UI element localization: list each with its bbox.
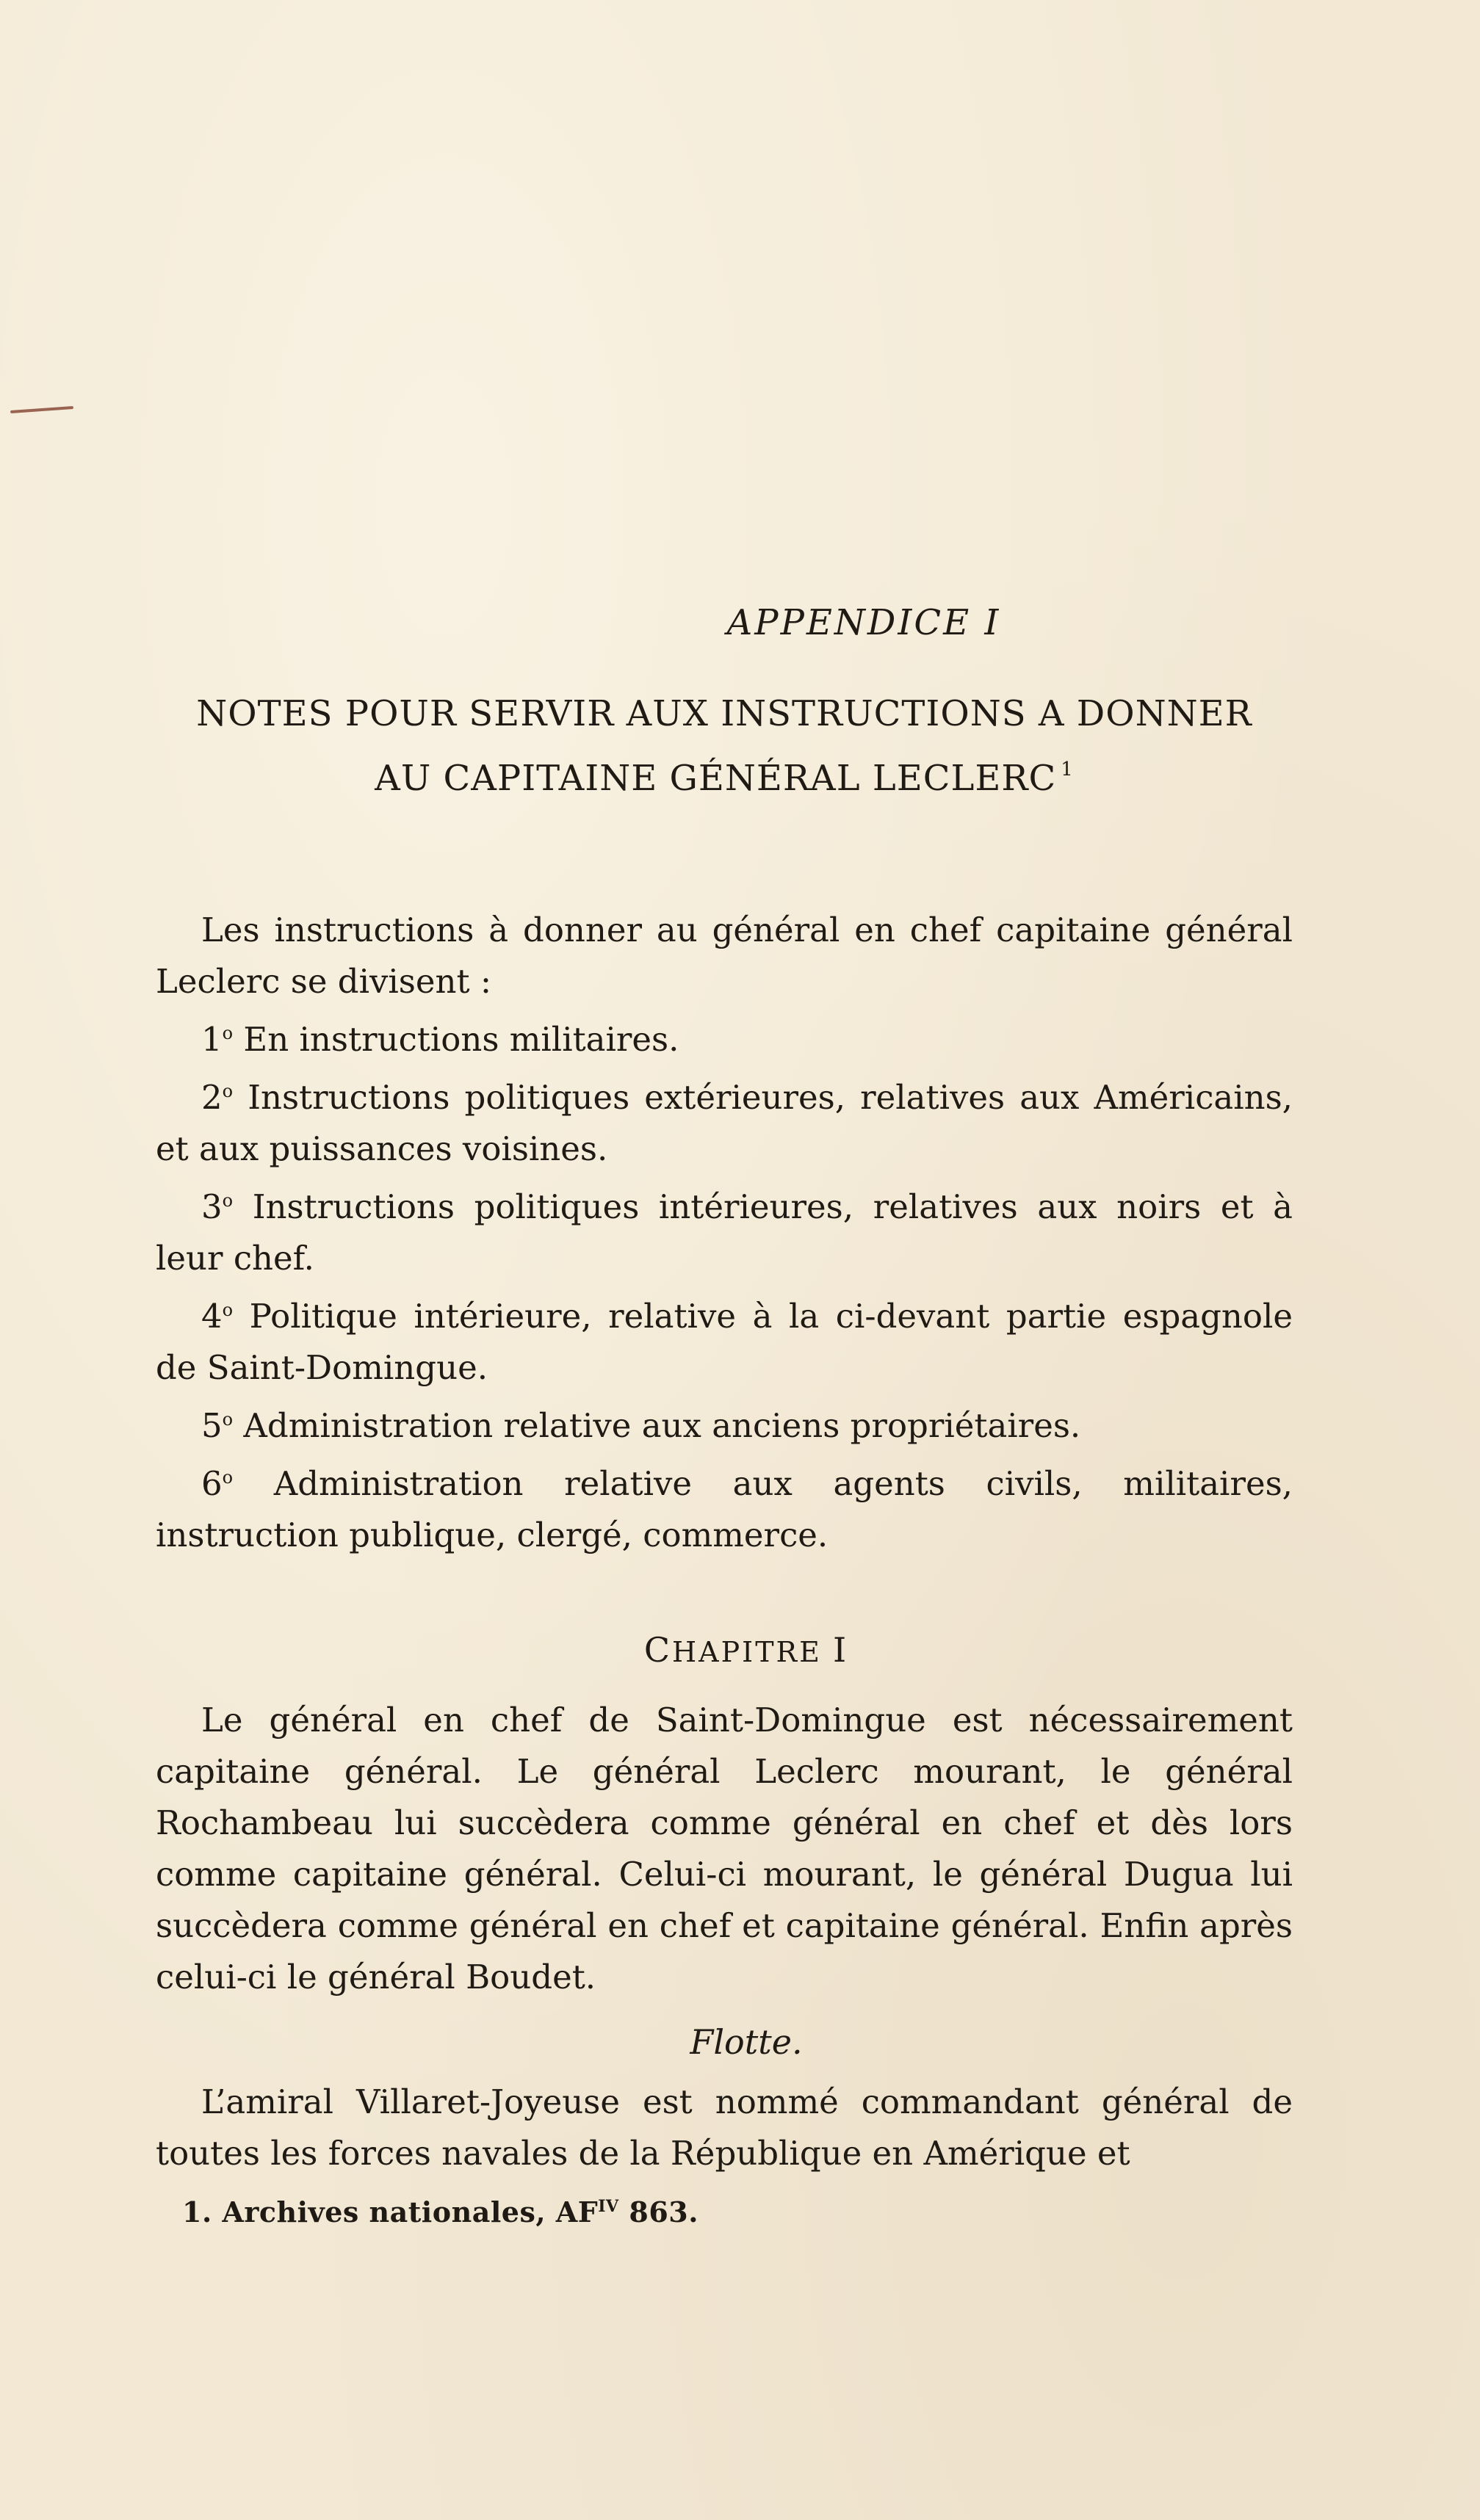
- footnote: [182, 2195, 699, 2228]
- footnote-text: Archives nationales, AF: [222, 2195, 599, 2228]
- chapter-heading-initial: C: [643, 1630, 673, 1670]
- section-heading-flotte: Flotte.: [690, 2022, 803, 2062]
- list-item-4: [156, 1284, 1293, 1394]
- chapter-numeral: I: [832, 1630, 849, 1670]
- list-item-1: [156, 1007, 1293, 1065]
- list-item-6: [156, 1452, 1293, 1561]
- title-line-1: NOTES POUR SERVIR AUX INSTRUCTIONS A DONNER: [196, 693, 1252, 734]
- document-title: [156, 686, 1293, 806]
- margin-pen-mark: [10, 406, 73, 413]
- item-text: En instructions militaires.: [243, 1020, 679, 1059]
- chapter-heading-rest: HAPITRE: [672, 1636, 822, 1668]
- chapter-heading: [156, 1630, 1293, 1670]
- chapter-paragraph: Le général en chef de Saint-Domingue est nécessairement capitaine général. Le général Leclerc mourant, le général Rochambeau lui succèdera comme général en chef et dès lors comme capitaine général. Celui-ci mourant, le général Dugua lui succèdera comme général en chef et capitaine général. Enfin après celui-ci le général Boudet.: [156, 1701, 1293, 1996]
- item-number: 5: [201, 1406, 223, 1445]
- list-item-5: [156, 1394, 1293, 1452]
- item-ordinal: o: [222, 1190, 234, 1211]
- footnote-ref: 863.: [629, 2195, 699, 2228]
- item-ordinal: o: [222, 1300, 234, 1320]
- item-text: Instructions politiques extérieures, relatives aux Américains, et aux puissances voisines.: [156, 1078, 1293, 1168]
- item-ordinal: o: [222, 1023, 234, 1043]
- item-number: 6: [201, 1464, 223, 1503]
- item-ordinal: o: [222, 1409, 234, 1430]
- intro-paragraph: Les instructions à donner au général en chef capitaine général Leclerc se divisent :: [156, 910, 1293, 1001]
- footnote-superscript: IV: [598, 2197, 619, 2216]
- item-number: 1: [201, 1020, 223, 1059]
- title-line-2: [156, 742, 1293, 806]
- item-number: 4: [201, 1297, 223, 1336]
- list-item-3: [156, 1175, 1293, 1284]
- item-text: Politique intérieure, relative à la ci-devant partie espagnole de Saint-Domingue.: [156, 1297, 1293, 1387]
- item-text: Instructions politiques intérieures, relatives aux noirs et à leur chef.: [156, 1187, 1293, 1278]
- appendix-heading: APPENDICE I: [726, 602, 1001, 643]
- title-footnote-marker: 1: [1061, 758, 1074, 781]
- title-line-2-text: AU CAPITAINE GÉNÉRAL LECLERC: [375, 758, 1057, 799]
- flotte-paragraph: L’amiral Villaret-Joyeuse est nommé commandant général de toutes les forces navales de la République en Amérique et: [156, 2082, 1293, 2173]
- page-content: [156, 602, 1293, 2179]
- item-number: 3: [201, 1187, 223, 1226]
- footnote-number: 1.: [182, 2195, 212, 2228]
- item-ordinal: o: [222, 1081, 234, 1101]
- list-item-2: [156, 1065, 1293, 1175]
- item-text: Administration relative aux agents civils, militaires, instruction publique, clergé, commerce.: [156, 1464, 1293, 1554]
- item-number: 2: [201, 1078, 223, 1117]
- item-ordinal: o: [222, 1467, 234, 1488]
- item-text: Administration relative aux anciens propriétaires.: [243, 1406, 1081, 1445]
